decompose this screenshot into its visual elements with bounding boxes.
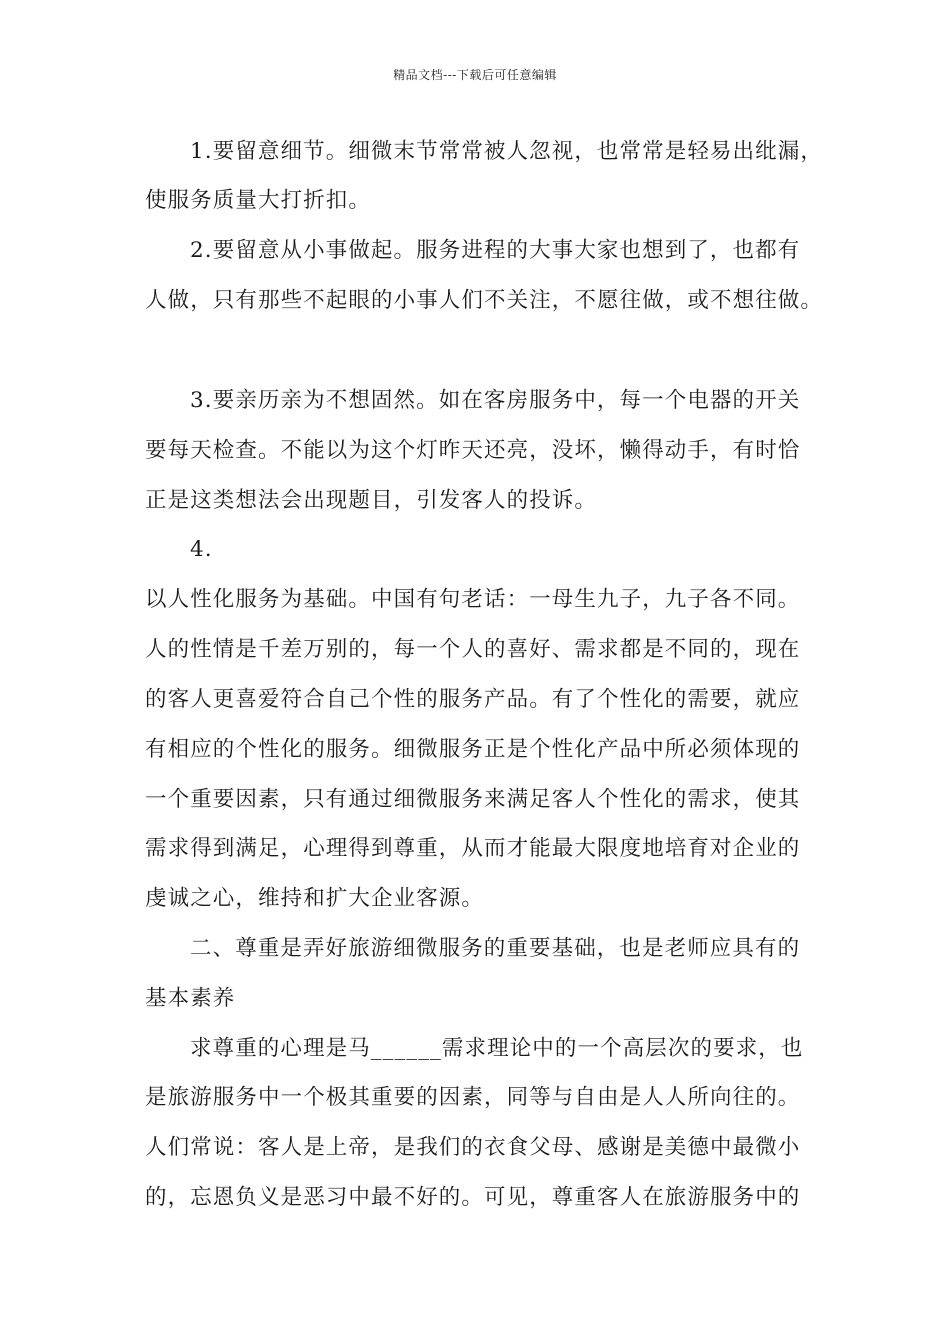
text-line: 是旅游服务中一个极其重要的因素，同等与自由是人人所向往的。 — [145, 1085, 801, 1110]
text-line: 求尊重的心理是马______需求理论中的一个高层次的要求，也 — [190, 1036, 804, 1061]
text-line: 要每天检查。不能以为这个灯昨天还亮，没坏，懒得动手，有时恰 — [145, 438, 801, 463]
text-line: 有相应的个性化的服务。细微服务正是个性化产品中所必须体现的 — [145, 737, 801, 762]
text-line: 4. — [190, 537, 213, 562]
text-line: 人的性情是千差万别的，每一个人的喜好、需求都是不同的，现在 — [145, 637, 801, 662]
text-line: 基本素养 — [145, 986, 236, 1011]
text-line: 一个重要因素，只有通过细微服务来满足客人个性化的需求，使其 — [145, 787, 801, 812]
text-line: 虔诚之心，维持和扩大企业客源。 — [145, 886, 485, 911]
text-line: 2.要留意从小事做起。服务进程的大事大家也想到了，也都有 — [190, 238, 801, 263]
text-line: 人们常说：客人是上帝，是我们的衣食父母、感谢是美德中最微小 — [145, 1135, 801, 1160]
text-line: 使服务质量大打折扣。 — [145, 188, 372, 213]
text-line: 人做，只有那些不起眼的小事人们不关注，不愿往做，或不想往做。 — [145, 288, 824, 313]
text-line: 的，忘恩负义是恶习中最不好的。可见，尊重客人在旅游服务中的 — [145, 1185, 801, 1210]
text-line: 1.要留意细节。细微末节常常被人忽视，也常常是轻易出纰漏， — [190, 139, 823, 164]
text-line: 需求得到满足，心理得到尊重，从而才能最大限度地培育对企业的 — [145, 836, 801, 861]
text-line: 二、尊重是弄好旅游细微服务的重要基础，也是老师应具有的 — [190, 936, 801, 961]
text-line: 以人性化服务为基础。中国有句老话：一母生九子，九子各不同。 — [145, 587, 801, 612]
text-line: 的客人更喜爱符合自己个性的服务产品。有了个性化的需要，就应 — [145, 687, 801, 712]
text-line: 3.要亲历亲为不想固然。如在客房服务中，每一个电器的开关 — [190, 388, 801, 413]
page-header: 精品文档---下载后可任意编辑 — [393, 68, 557, 82]
text-line: 正是这类想法会出现题目，引发客人的投诉。 — [145, 488, 598, 513]
